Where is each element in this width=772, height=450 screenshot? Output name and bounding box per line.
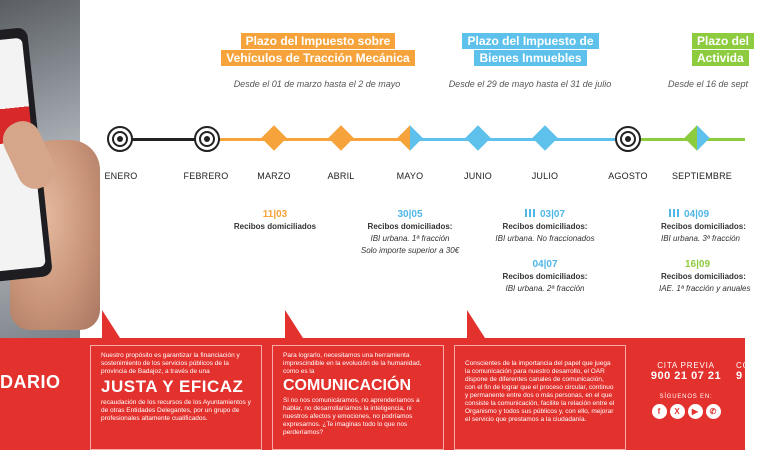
event-note: IBI urbana. No fraccionados <box>495 234 595 243</box>
whatsapp-icon[interactable]: ✆ <box>706 404 721 419</box>
month-label-marzo: MARZO <box>257 171 291 181</box>
milestone-febrero-icon <box>194 126 220 152</box>
timeline-segment-orange <box>220 138 410 141</box>
month-label-enero: ENERO <box>104 171 138 181</box>
event-note: Solo importe superior a 30€ <box>360 246 460 255</box>
milestone-abril-icon <box>328 125 353 150</box>
cita-previa-label: CITA PREVIA <box>657 361 715 370</box>
facebook-icon[interactable]: f <box>652 404 667 419</box>
band-tag <box>102 310 120 338</box>
period-dates-iae: Desde el 16 de sept <box>668 79 749 89</box>
milestone-enero-icon <box>107 126 133 152</box>
event-04-07 <box>485 259 605 295</box>
timeline-segment-blue <box>410 138 628 141</box>
event-16-09 <box>657 259 757 295</box>
period-title-ivtm: Plazo del Impuesto sobre Vehículos de Tracción Mecánica <box>218 33 418 67</box>
card-intro: Nuestro propósito es garantizar la financiación y sostenimiento de los servicios públicos de la provincia de Badajoz, a través de una <box>101 352 240 375</box>
month-label-julio: JULIO <box>531 171 559 181</box>
event-label: Recibos domiciliados: <box>661 272 746 281</box>
card-headline: JUSTA Y EFICAZ <box>101 377 244 396</box>
month-label-agosto: AGOSTO <box>608 171 648 181</box>
event-label: Recibos domiciliados: <box>367 222 453 231</box>
contact-block-2 <box>736 345 766 382</box>
follow-label: SÍGUENOS EN: <box>659 394 713 400</box>
period-title-ibi: Plazo del Impuesto de Bienes Inmuebles <box>448 33 613 67</box>
event-note: IBI urbana. 1ª fracción <box>370 234 450 243</box>
month-label-mayo: MAYO <box>396 171 424 181</box>
card-justa-eficaz <box>90 345 262 450</box>
event-date: 30|05 <box>397 209 423 220</box>
period-dates-ibi: Desde el 29 de mayo hasta el 31 de julio <box>448 79 612 89</box>
lines-icon <box>525 209 537 217</box>
month-label-febrero: FEBRERO <box>183 171 229 181</box>
period-dates-ivtm: Desde el 01 de marzo hasta el 2 de mayo <box>233 79 401 89</box>
event-label: Recibos domiciliados: <box>502 222 588 231</box>
event-04-09 <box>657 209 757 245</box>
card-outro: recaudación de los recursos de los Ayuntamientos y de otras Entidades Delegantes, por un grupo de profesionales altamente cualificados. <box>101 399 251 422</box>
card-comunicacion <box>272 345 444 450</box>
event-11-03 <box>215 209 335 233</box>
month-label-junio: JUNIO <box>464 171 492 181</box>
milestone-junio-icon <box>465 125 490 150</box>
event-date: 04|07 <box>532 259 558 270</box>
x-icon[interactable]: X <box>670 404 685 419</box>
contact-phone-2[interactable]: 9 <box>736 370 743 382</box>
band-heading: DARIO <box>0 372 61 392</box>
event-label: Recibos domiciliados <box>233 222 317 231</box>
card-text: Conscientes de la importancia del papel que juega la comunicación para nuestro desarrollo, el OAR dispone de diferentes canales de comunicación, con el fin de lograr que el proceso circular, continuo y permanente entre dos o más personas, en el que consiste la comunicación, facilite la relación entre el Organismo y todos sus públicos y, con ello, mejorar el servicio que prestamos a la ciudadanía. <box>465 360 615 423</box>
milestone-septiembre-icon <box>684 125 709 150</box>
event-date: 11|03 <box>262 209 288 220</box>
event-date: 03|07 <box>485 209 605 221</box>
contact-block <box>636 345 736 419</box>
event-label: Recibos domiciliados: <box>502 272 588 281</box>
event-date: 16|09 <box>685 259 711 270</box>
month-label-septiembre: SEPTIEMBRE <box>671 171 732 181</box>
event-label: Recibos domiciliados: <box>661 222 746 231</box>
contact-label-2: CO <box>736 361 750 370</box>
event-note: IBI urbana. 2ª fracción <box>505 284 585 293</box>
event-date: 04|09 <box>657 209 757 221</box>
band-tag <box>285 310 303 338</box>
event-30-05 <box>350 209 470 257</box>
month-label-abril: ABRIL <box>327 171 355 181</box>
event-03-07 <box>485 209 605 245</box>
social-links <box>636 404 736 419</box>
milestone-marzo-icon <box>261 125 286 150</box>
event-note: IAE. 1ª fracción y anuales <box>659 284 751 293</box>
youtube-icon[interactable]: ▶ <box>688 404 703 419</box>
card-intro: Para lograrlo, necesitamos una herramienta imprescindible en la evolución de la humanidad, como es la <box>283 352 422 375</box>
card-canales <box>454 345 626 450</box>
milestone-mayo-icon <box>397 125 422 150</box>
period-title-iae: Plazo del Activida <box>692 33 772 67</box>
cita-previa-phone[interactable]: 900 21 07 21 <box>650 370 722 382</box>
milestone-julio-icon <box>532 125 557 150</box>
band-tag <box>467 310 485 338</box>
timeline <box>0 110 745 190</box>
lines-icon <box>669 209 681 217</box>
card-headline: COMUNICACIÓN <box>283 377 411 394</box>
card-outro: Si no nos comunicáramos, no aprenderíamos a hablar, no desarrollaríamos la inteligencia, ni nuestros afectos y emociones, no podríamos expresarnos. ¿Te imaginas todo lo que nos perderíamos? <box>283 397 420 436</box>
milestone-agosto-icon <box>615 126 641 152</box>
event-note: IBI urbana. 3ª fracción <box>661 234 741 243</box>
